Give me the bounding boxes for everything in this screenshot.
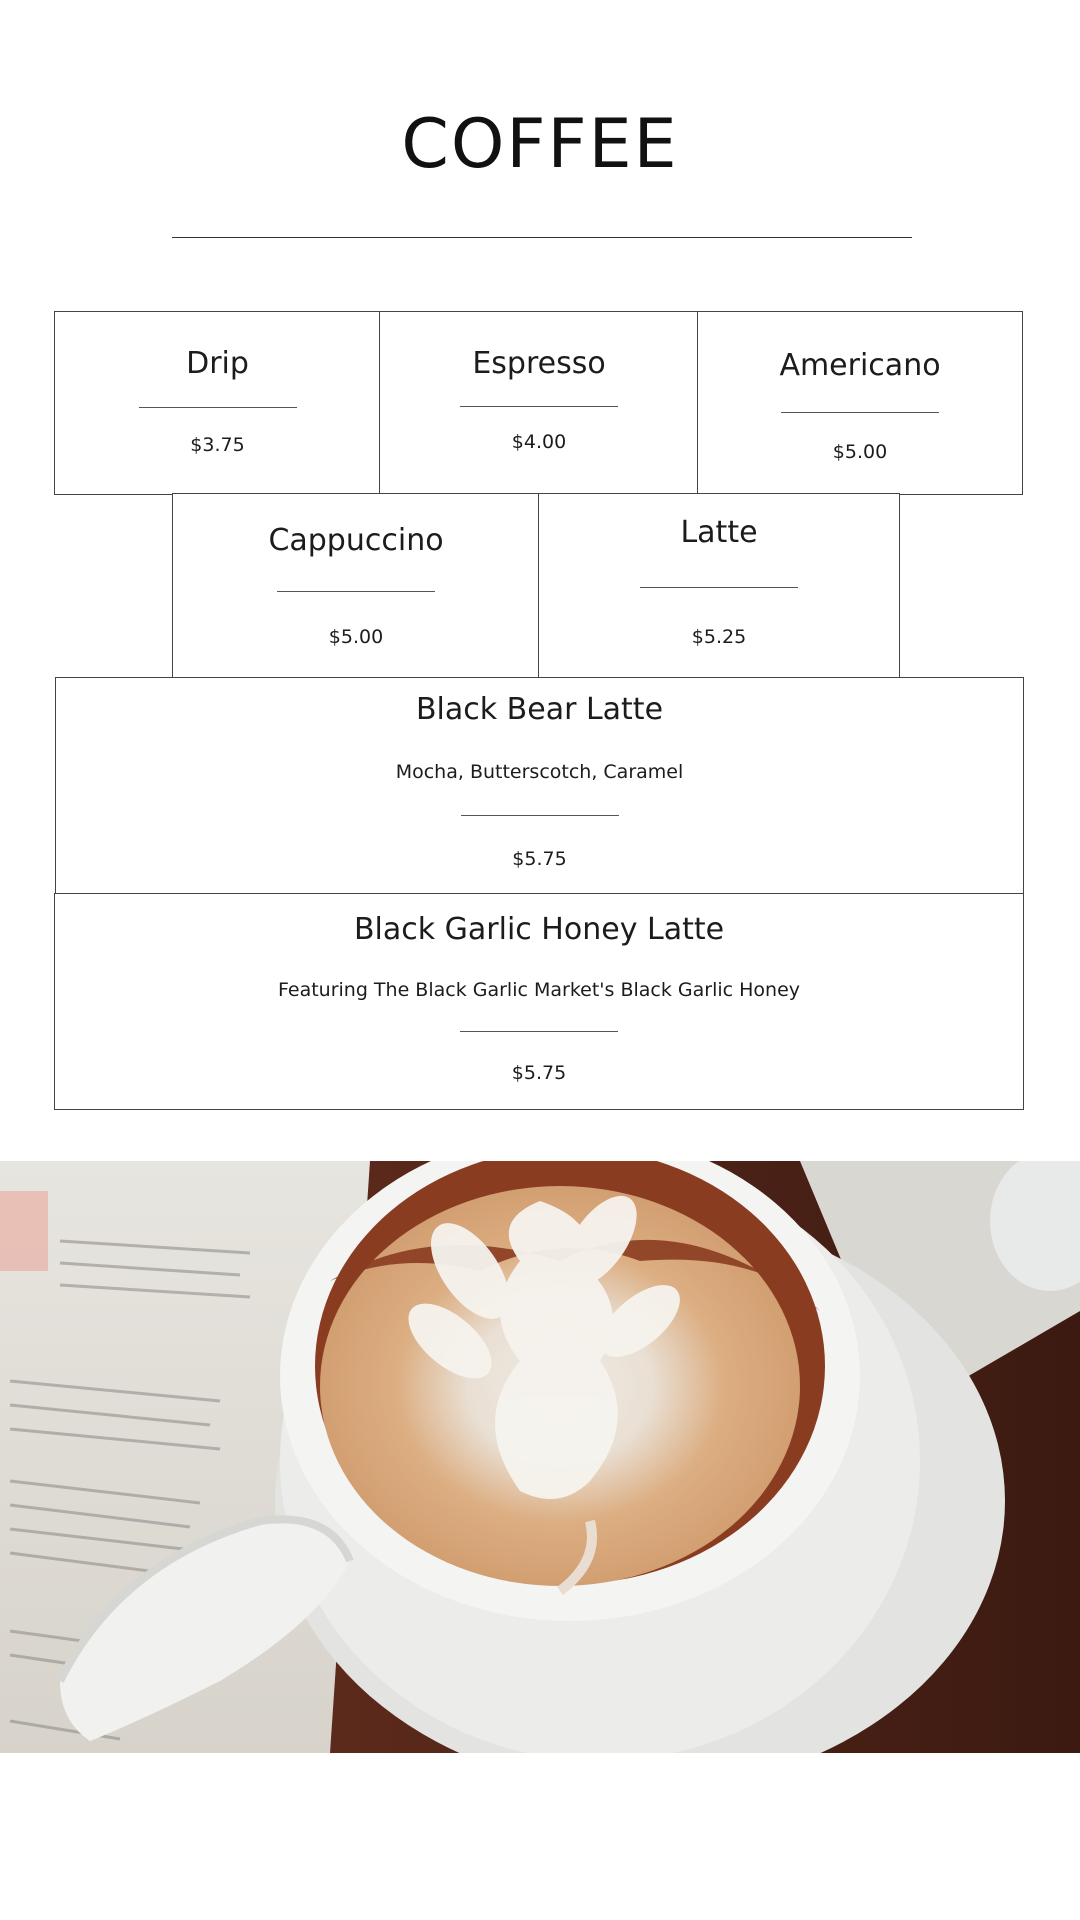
item-description: Featuring The Black Garlic Market's Black Garlic Honey (277, 979, 801, 1001)
menu-item-drip (54, 311, 381, 495)
item-price: $4.00 (511, 431, 567, 453)
item-divider (460, 406, 618, 407)
menu-item-espresso (379, 311, 699, 495)
menu-item-black-bear-latte (55, 677, 1024, 895)
menu-item-latte (538, 493, 900, 679)
page-title: COFFEE (401, 105, 679, 184)
item-price: $5.25 (691, 626, 747, 648)
item-divider (277, 591, 435, 592)
item-divider (461, 815, 619, 816)
item-name: Drip (186, 346, 249, 381)
item-divider (460, 1031, 618, 1032)
latte-art-photo (0, 1161, 1080, 1753)
item-price: $5.00 (832, 441, 888, 463)
item-name: Latte (680, 515, 758, 550)
coffee-cup-illustration (0, 1161, 1080, 1753)
menu-item-cappuccino (172, 493, 540, 679)
item-name: Americano (779, 348, 941, 383)
title-divider (172, 237, 912, 238)
item-name: Black Bear Latte (415, 692, 664, 727)
item-price: $5.75 (512, 848, 567, 870)
menu-item-black-garlic-honey-latte (54, 893, 1024, 1110)
item-divider (640, 587, 798, 588)
item-divider (781, 412, 939, 413)
item-divider (139, 407, 297, 408)
item-name: Cappuccino (268, 523, 444, 558)
item-name: Black Garlic Honey Latte (353, 912, 725, 947)
item-price: $5.00 (328, 626, 384, 648)
item-price: $3.75 (190, 434, 245, 456)
item-description: Mocha, Butterscotch, Caramel (395, 761, 684, 783)
menu-item-americano (697, 311, 1023, 495)
item-price: $5.75 (511, 1062, 567, 1084)
item-name: Espresso (472, 346, 606, 381)
